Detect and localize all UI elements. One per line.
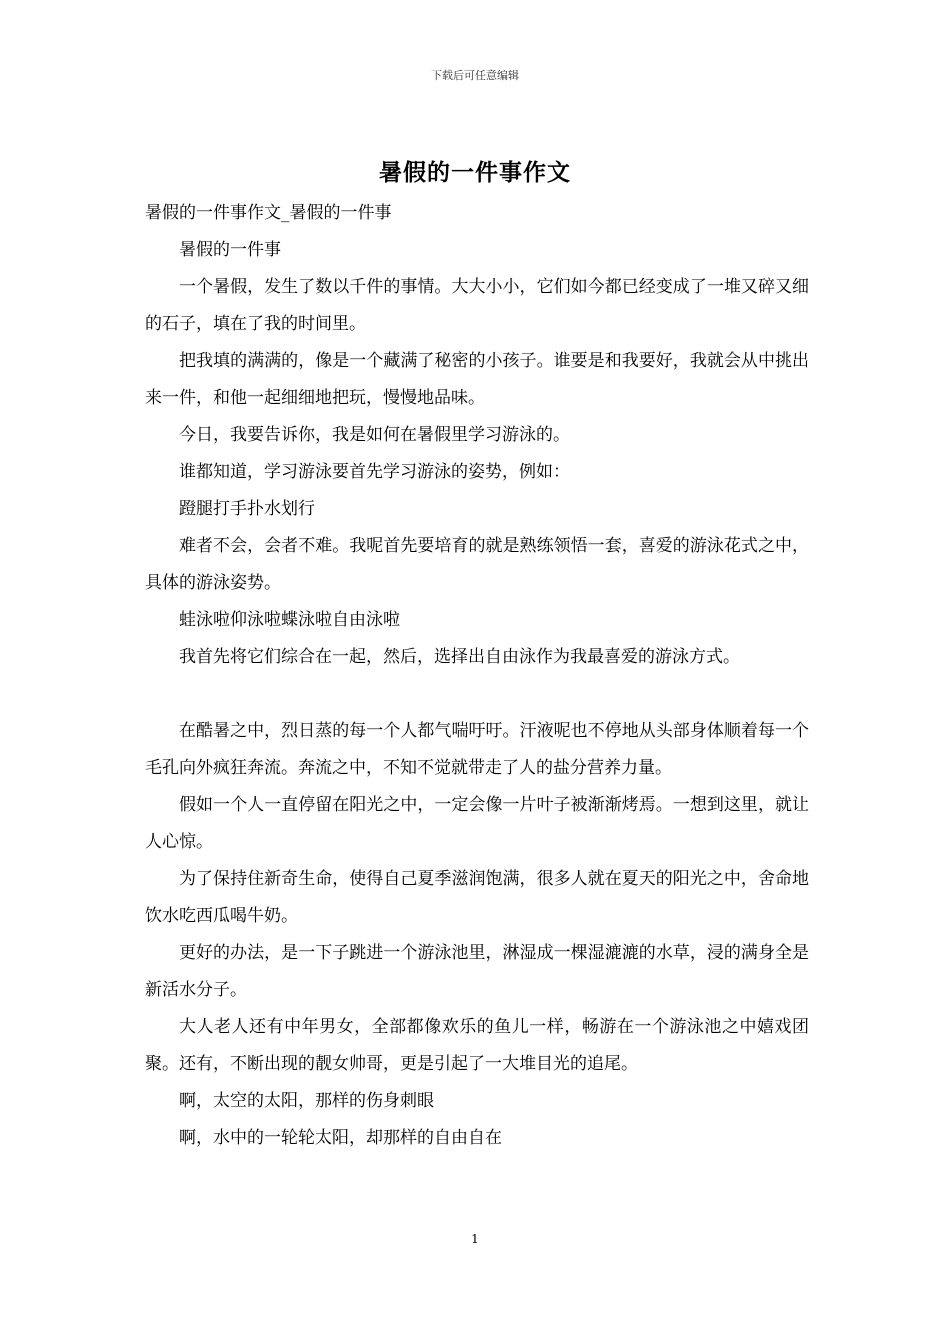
- paragraph: 我首先将它们综合在一起，然后，选择出自由泳作为我最喜爱的游泳方式。: [179, 647, 740, 667]
- paragraph: 蹬腿打手扑水划行: [179, 499, 315, 519]
- paragraph: 谁都知道，学习游泳要首先学习游泳的姿势，例如：: [179, 462, 570, 482]
- document-subtitle: 暑假的一件事作文_暑假的一件事: [145, 203, 392, 223]
- paragraph: 今日，我要告诉你，我是如何在暑假里学习游泳的。: [179, 425, 570, 445]
- paragraph: 更好的办法，是一下子跳进一个游泳池里，淋湿成一棵湿漉漉的水草，浸的满身全是新活水分子。: [145, 943, 809, 1000]
- paragraph: 大人老人还有中年男女，全部都像欢乐的鱼儿一样，畅游在一个游泳池之中嬉戏团聚。还有，不断出现的靓女帅哥，更是引起了一大堆目光的追尾。: [145, 1017, 809, 1074]
- paragraph: 在酷暑之中，烈日蒸的每一个人都气喘吁吁。汗液呢也不停地从头部身体顺着每一个毛孔向外疯狂奔流。奔流之中，不知不觉就带走了人的盐分营养力量。: [145, 721, 809, 778]
- paragraph: 蛙泳啦仰泳啦蝶泳啦自由泳啦: [179, 610, 400, 630]
- paragraph: 暑假的一件事: [179, 240, 281, 260]
- paragraph: 把我填的满满的，像是一个藏满了秘密的小孩子。谁要是和我要好，我就会从中挑出来一件，和他一起细细地把玩，慢慢地品味。: [145, 351, 809, 408]
- document-body: [145, 195, 809, 1157]
- blank-paragraph: [145, 676, 809, 713]
- paragraph: 啊，水中的一轮轮太阳，却那样的自由自在: [179, 1128, 502, 1148]
- paragraph: 一个暑假，发生了数以千件的事情。大大小小，它们如今都已经变成了一堆又碎又细的石子，填在了我的时间里。: [145, 277, 809, 334]
- paragraph: 啊，太空的太阳，那样的伤身刺眼: [179, 1091, 434, 1111]
- page-number: 1: [471, 1232, 479, 1246]
- header-note: 下载后可任意编辑: [431, 69, 519, 82]
- paragraph: 难者不会，会者不难。我呢首先要培育的就是熟练领悟一套，喜爱的游泳花式之中，具体的游泳姿势。: [145, 536, 809, 593]
- paragraph: 为了保持住新奇生命，使得自己夏季滋润饱满，很多人就在夏天的阳光之中，舍命地饮水吃西瓜喝牛奶。: [145, 869, 809, 926]
- document-title: 暑假的一件事作文: [379, 159, 571, 186]
- paragraph: 假如一个人一直停留在阳光之中，一定会像一片叶子被渐渐烤焉。一想到这里，就让人心惊。: [145, 795, 809, 852]
